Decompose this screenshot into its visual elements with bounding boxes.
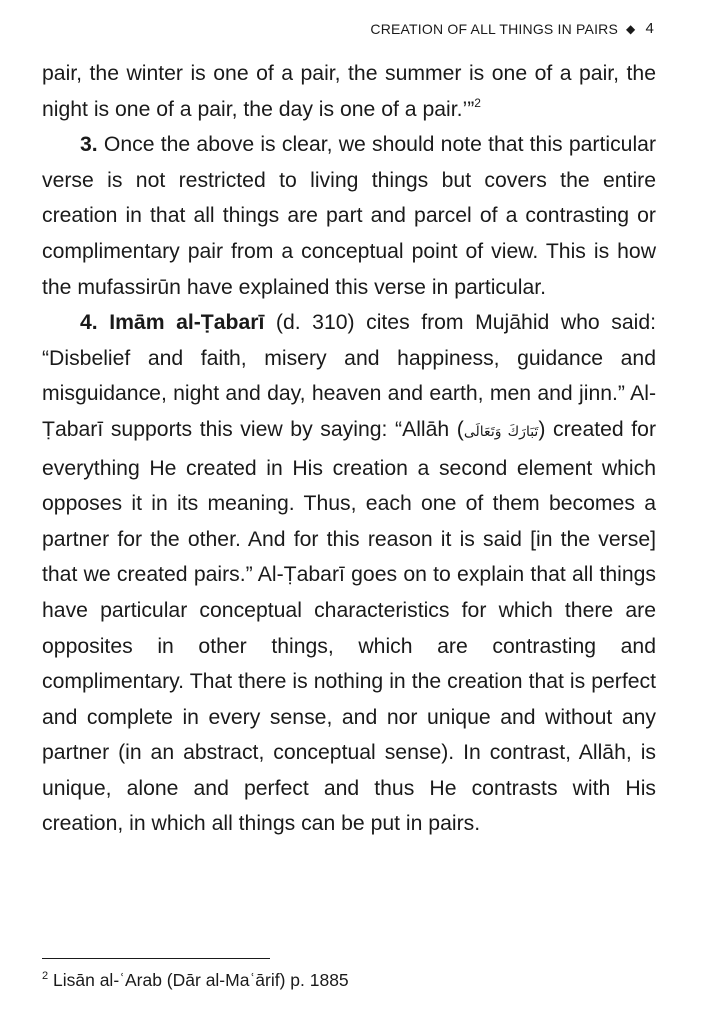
footnote <box>42 970 349 991</box>
paragraph-text-part-b: ) created for everything He created in His creation a second element which opposes it in its meaning. Thus, each one of them becomes a partner for the other. And for this reason it is said [in the verse] that we created pairs.” Al-Ṭabarī goes on to explain that all things have particular conceptual characteristics for which there are opposites in other things, which are contrasting and complimentary. That there is nothing in the creation that is perfect and complete in every sense, and nor unique and without any partner (in an abstract, conceptual sense). In contrast, Allāh, is unique, alone and perfect and thus He contrasts with His creation, in which all things can be put in pairs. <box>42 417 657 836</box>
chapter-title: CREATION OF ALL THINGS IN PAIRS <box>370 20 619 37</box>
diamond-separator-icon: ◆ <box>626 21 636 36</box>
body-text <box>42 56 656 842</box>
page-number: 4 <box>645 20 654 37</box>
paragraph-text: pair, the winter is one of a pair, the summer is one of a pair, the night is one of a pair, the day is one of a pair.’” <box>42 62 656 121</box>
paragraph-number-and-name: 4. Imām al-Ṭabarī <box>80 311 265 335</box>
footnote-divider <box>42 958 270 959</box>
paragraph-4 <box>42 305 656 842</box>
paragraph-continuation <box>42 56 656 127</box>
paragraph-3 <box>42 127 656 305</box>
running-header <box>370 20 654 37</box>
footnote-marker: 2 <box>42 970 49 982</box>
footnote-text: Lisān al-ʿArab (Dār al-Maʿārif) p. 1885 <box>53 970 349 990</box>
paragraph-text-part-a: (d. 310) cites from Mujāhid who said: “Disbelief and faith, misery and happiness, guidance and misguidance, night and day, heaven and earth, men and jinn.” Al-Ṭabarī supports this view by saying: “Allāh ( <box>42 311 656 441</box>
arabic-honorific: تَبَارَكَ وَتَعَالَى <box>463 423 539 440</box>
paragraph-number: 3. <box>80 133 98 157</box>
footnote-reference: 2 <box>474 95 481 110</box>
paragraph-text: Once the above is clear, we should note that this particular verse is not restricted to living things but covers the entire creation in that all things are part and parcel of a contrasting or complimentary pair from a conceptual point of view. This is how the mufassirūn have explained this verse in particular. <box>42 133 656 299</box>
